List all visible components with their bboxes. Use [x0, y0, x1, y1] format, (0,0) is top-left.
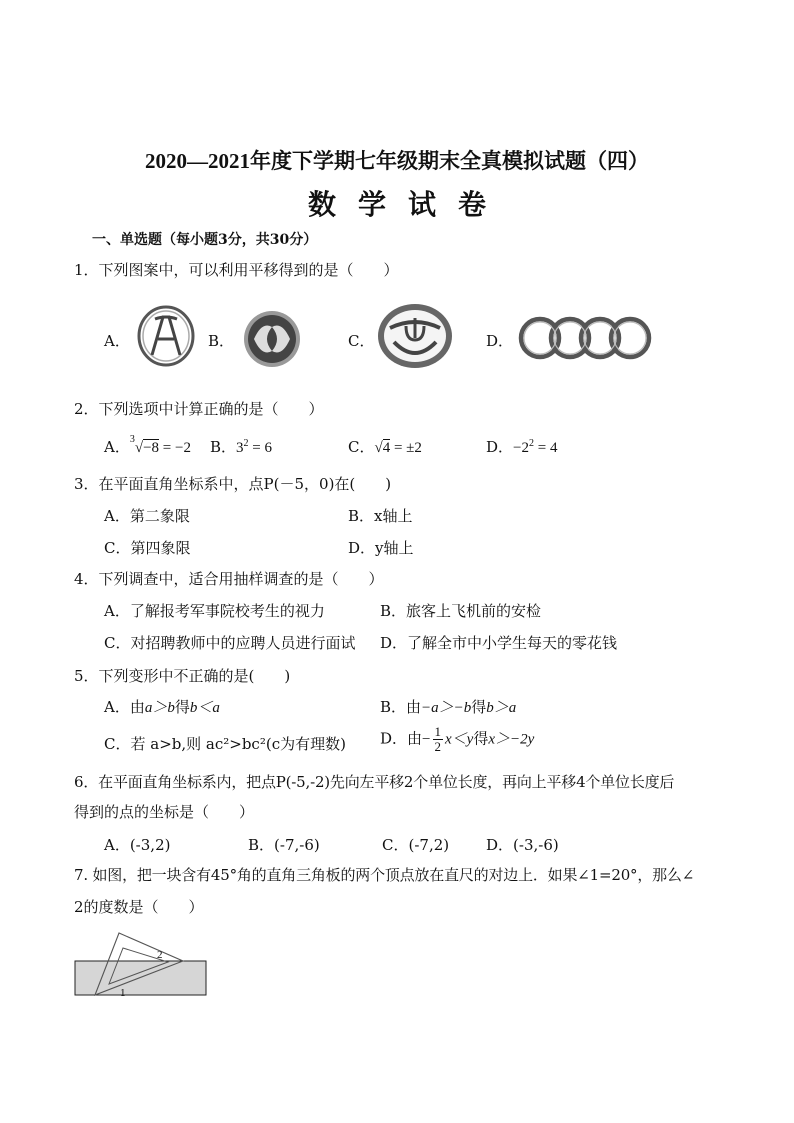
angle-1-label: 1 — [120, 987, 126, 999]
angle-2-label: 2 — [157, 949, 163, 961]
q2-b-result: = 6 — [252, 440, 272, 456]
q6-option-a: A．(-3,2) — [104, 836, 171, 854]
question-1-stem: 1．下列图案中，可以利用平移得到的是（ ） — [74, 261, 399, 279]
exam-title: 2020—2021年度下学期七年级期末全真模拟试题（四） — [145, 149, 649, 173]
q5-b-mid: 得 — [471, 698, 487, 716]
q2-d-result: = 4 — [537, 440, 558, 456]
question-2-stem: 2．下列选项中计算正确的是（ ） — [74, 400, 324, 418]
subject-title: 数学试卷 — [307, 188, 508, 221]
q5-a-condition: a＞b — [144, 700, 175, 716]
q2-b-exponent: 2 — [243, 438, 249, 449]
fraction-one-half — [433, 725, 444, 754]
q3-option-c: C．第四象限 — [104, 539, 191, 557]
q2-option-a: A．$^3$√−8 = −2 — [104, 434, 191, 456]
q5-option-b — [380, 696, 516, 717]
question-5-stem: 5．下列变形中不正确的是( ) — [74, 667, 291, 685]
ruler-triangle-figure — [70, 928, 212, 1000]
q2-d-exponent: 2 — [529, 438, 534, 449]
q5-option-c: C．若 a>b,则 ac²>bc²(c为有理数) — [104, 735, 346, 753]
q5-a-result: b＜a — [189, 700, 220, 716]
q2-a-result: = −2 — [162, 440, 191, 456]
q5-b-label: B．由 — [380, 698, 422, 716]
q2-option-b-label: B． — [210, 438, 237, 456]
q3-option-a: A．第二象限 — [104, 507, 190, 525]
q2-option-d-label: D． — [486, 438, 514, 456]
question-4-stem: 4．下列调查中，适合用抽样调查的是（ ） — [74, 570, 384, 588]
section-heading: 一、单选题（每小题3分，共30分） — [92, 232, 318, 248]
q3-option-d: D．y轴上 — [348, 539, 414, 557]
q2-option-c-label: C． — [348, 438, 375, 456]
q2-option-b — [210, 436, 272, 457]
q1-option-b-label: B． — [208, 332, 235, 350]
q5-option-d — [380, 725, 534, 754]
q6-option-d: D．(-3,-6) — [486, 836, 559, 854]
q5-d-label: D．由 — [380, 729, 423, 748]
fraction-denominator: 2 — [434, 739, 441, 754]
q5-d-neg: − — [422, 731, 431, 748]
question-6-stem-line2: 得到的点的坐标是（ ） — [74, 803, 255, 821]
q3-option-b: B．x轴上 — [348, 507, 413, 525]
brilliance-logo-icon — [376, 302, 454, 370]
q2-c-result: = ±2 — [393, 440, 422, 456]
q4-option-c: C．对招聘教师中的应聘人员进行面试 — [104, 634, 356, 652]
q1-option-c-label: C． — [348, 332, 375, 350]
q2-option-d — [486, 436, 557, 457]
dongfeng-logo-icon — [240, 309, 304, 369]
q5-b-result: b＞a — [486, 700, 517, 716]
q5-a-label: A．由 — [104, 698, 145, 716]
q2-d-base: −2 — [513, 440, 529, 456]
q4-option-d: D．了解全市中小学生每天的零花钱 — [380, 634, 618, 652]
q5-a-mid: 得 — [174, 698, 190, 716]
question-7-stem-line1: 7. 如图，把一块含有45°角的直角三角板的两个顶点放在直尺的对边上．如果∠1=20°，那么∠ — [74, 866, 695, 884]
q6-option-b: B．(-7,-6) — [248, 836, 320, 854]
q6-option-c: C．(-7,2) — [382, 836, 450, 854]
question-7-stem-line2: 2的度数是（ ） — [74, 898, 204, 916]
question-3-stem: 3．在平面直角坐标系中，点P(－5，0)在( ) — [74, 475, 392, 493]
q4-option-a: A．了解报考军事院校考生的视力 — [104, 602, 325, 620]
q5-d-result: x＞−2y — [488, 731, 535, 748]
audi-rings-logo-icon — [516, 314, 656, 362]
q2-option-c: C．√4 = ±2 — [348, 438, 422, 456]
acura-logo-icon — [136, 305, 196, 367]
radicand: −8 — [143, 440, 160, 456]
q5-b-condition: −a＞−b — [421, 700, 472, 716]
q5-d-mid: 得 — [473, 729, 489, 748]
cube-root-index: 3 — [129, 434, 135, 445]
q4-option-b: B．旅客上飞机前的安检 — [380, 602, 542, 620]
q1-option-a-label: A． — [104, 332, 130, 350]
q2-b-base: 3 — [236, 440, 244, 456]
q2-c-radicand: 4 — [382, 440, 391, 456]
q5-option-a — [104, 696, 220, 717]
fraction-numerator: 1 — [434, 724, 441, 739]
q5-d-condition: x＜y — [445, 731, 474, 748]
q1-option-d-label: D． — [486, 332, 514, 350]
q2-option-a-label: A． — [104, 438, 130, 456]
question-6-stem-line1: 6．在平面直角坐标系内，把点P(-5,-2)先向左平移2个单位长度，再向上平移4个单位长度后 — [74, 773, 675, 791]
